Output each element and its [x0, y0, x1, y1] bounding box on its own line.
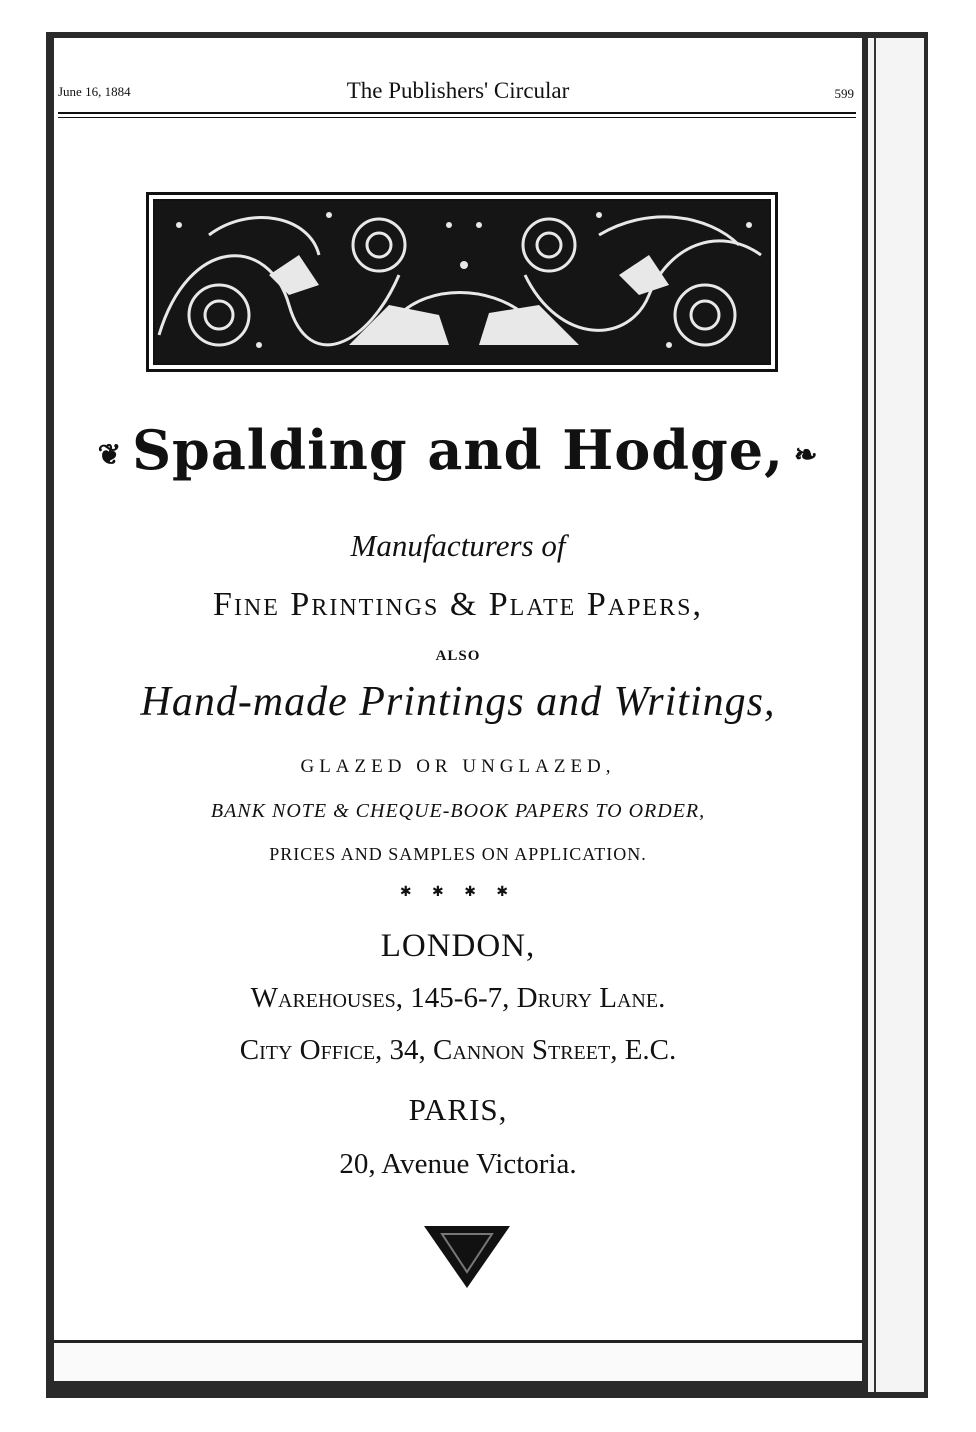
company-name-line: [54, 418, 862, 488]
page-number: 599: [834, 86, 854, 101]
glazed-line: GLAZED OR UNGLAZED,: [300, 756, 616, 777]
page-bottom-edge: [54, 1340, 862, 1381]
tailpiece-ornament-icon: [422, 1222, 512, 1292]
ornamental-banner: [146, 192, 778, 372]
prices-line: PRICES AND SAMPLES ON APPLICATION.: [269, 844, 647, 864]
adjacent-page-edge: [868, 38, 924, 1392]
ornament-illustration: [149, 195, 775, 369]
bank-note-line: BANK NOTE & CHEQUE-BOOK PAPERS TO ORDER,: [210, 800, 706, 822]
paris-heading: PARIS,: [408, 1092, 508, 1127]
star-divider: ✱ ✱ ✱ ✱: [399, 884, 517, 900]
header-title: The Publishers' Circular: [346, 78, 570, 103]
manufacturers-of: Manufacturers of: [350, 528, 566, 563]
company-name: Spalding and Hodge,: [132, 418, 784, 482]
city-office-address: City Office, 34, Cannon Street, E.C.: [239, 1034, 677, 1066]
header-rule-thin: [58, 117, 856, 118]
header-rule: [58, 112, 856, 114]
fleuron-right-icon: ❧: [793, 438, 819, 472]
also-label: ALSO: [435, 648, 481, 664]
fine-printings-line: Fine Printings & Plate Papers,: [213, 586, 703, 623]
london-heading: LONDON,: [380, 928, 536, 964]
paris-address: 20, Avenue Victoria.: [339, 1148, 577, 1180]
hand-made-line: Hand-made Printings and Writings,: [140, 679, 776, 725]
warehouses-address: Warehouses, 145-6-7, Drury Lane.: [250, 982, 666, 1014]
fleuron-left-icon: ❦: [97, 438, 123, 472]
header-date: June 16, 1884: [58, 84, 131, 99]
page: [54, 38, 862, 1378]
running-header: [54, 78, 862, 108]
